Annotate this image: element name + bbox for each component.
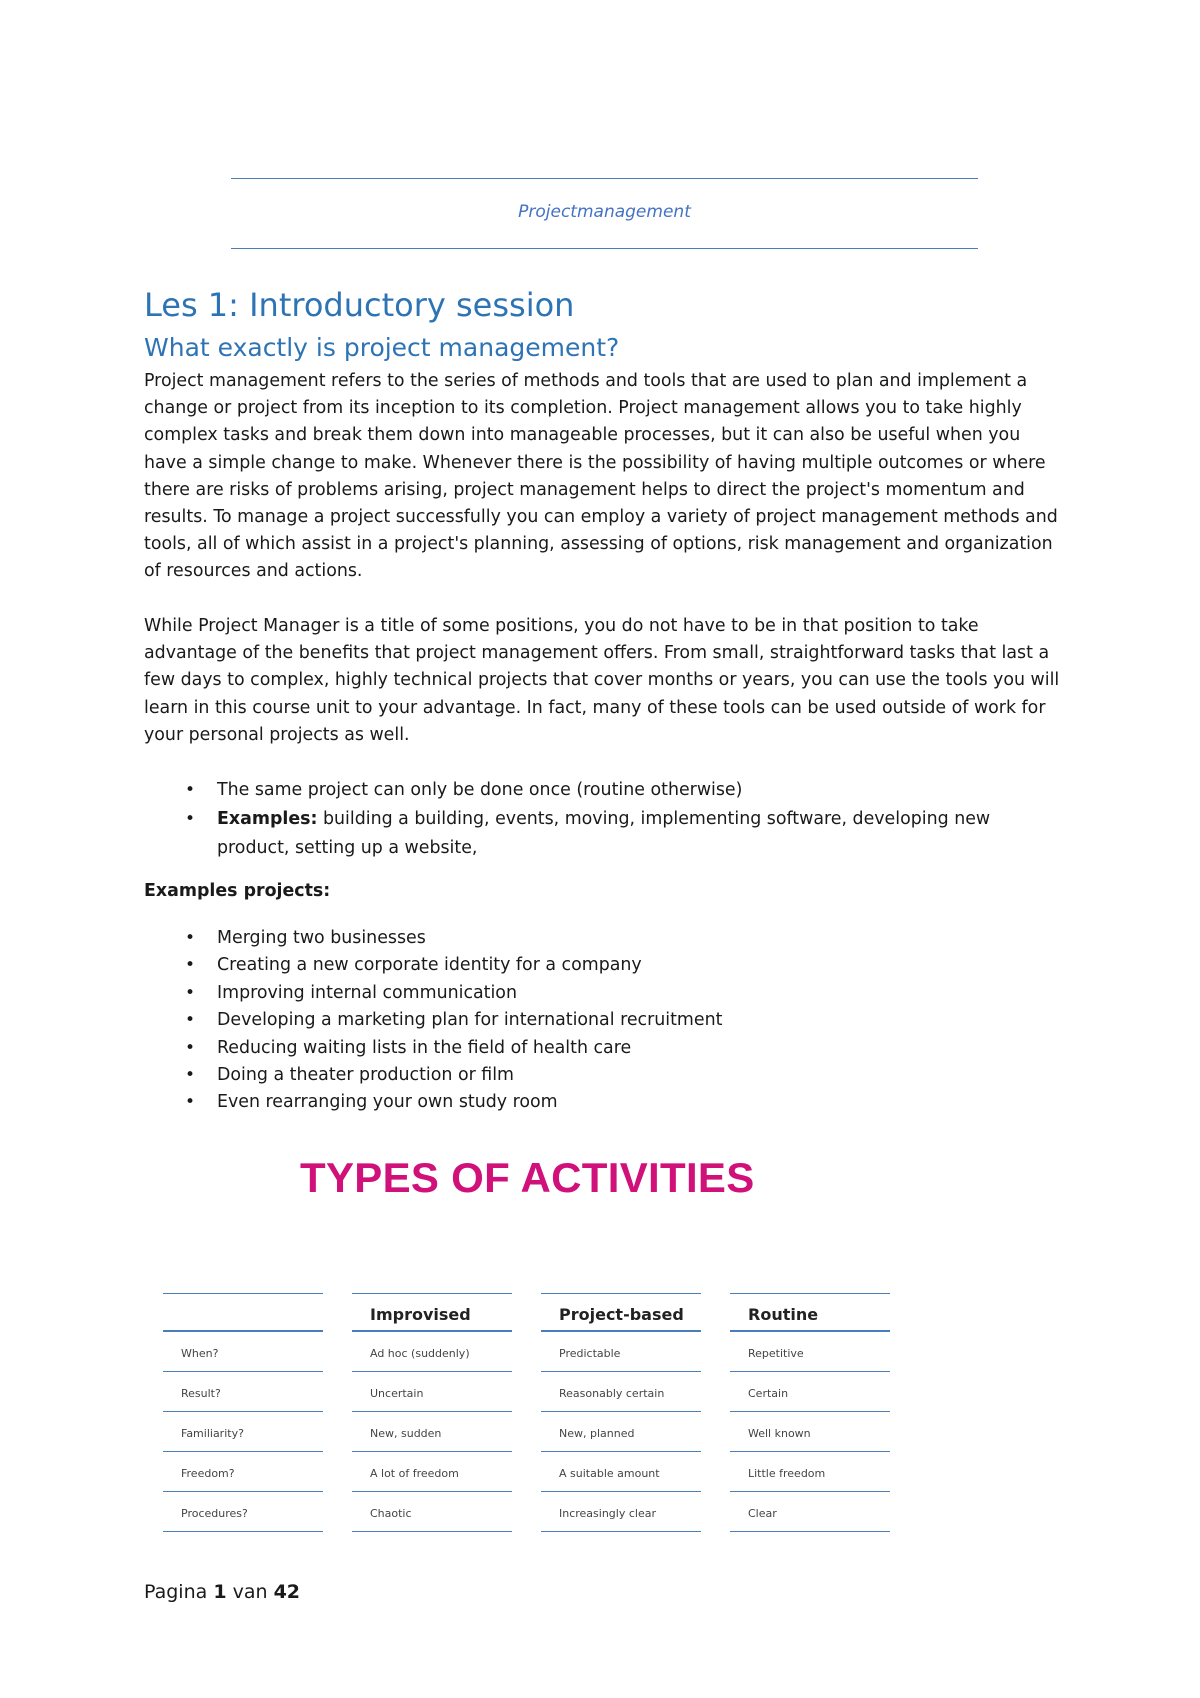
table-cell: Procedures? [181,1507,248,1520]
intro-paragraph: Project management refers to the series of methods and tools that are used to plan and implement a change or project from its inception to its completion. Project management allows you to take highly complex tasks and break them down into manageable processes, but it can also be useful when you have a simple change to make. Whenever there is the possibility of having multiple outcomes or where there are risks of problems arising, project management helps to direct the project's momentum and results. To manage a project successfully you can employ a variety of project management methods and tools, all of which assist in a project's planning, assessing of options, risk management and organization of resources and actions. [144,371,1058,582]
list-item [144,1007,1064,1034]
list-item-text: Merging two businesses [217,928,426,948]
table-rule [541,1531,701,1532]
column-header: Project-based [559,1305,684,1324]
column-header: Improvised [370,1305,471,1324]
list-item-text: Even rearranging your own study room [217,1092,558,1113]
list-item [144,1035,1064,1062]
table-rule [541,1451,701,1452]
heading-2: What exactly is project management? [144,333,620,362]
table-rule [352,1411,512,1412]
table-cell: Uncertain [370,1387,424,1400]
table-rule [730,1330,890,1332]
list-item-text: Reducing waiting lists in the field of health care [217,1037,632,1058]
table-rule [163,1330,323,1332]
table-rule [352,1293,512,1294]
bullet-icon: • [185,1037,196,1058]
table-cell: Predictable [559,1347,621,1360]
table-cell: Well known [748,1427,811,1440]
table-rule [352,1531,512,1532]
list-item [144,952,1064,979]
table-rule [352,1491,512,1492]
table-rule [352,1451,512,1452]
bullet-icon: • [185,1010,196,1031]
table-cell: When? [181,1347,219,1360]
table-rule [163,1531,323,1532]
current-page: 1 [213,1581,227,1603]
running-header: Projectmanagement [518,202,691,222]
list-item-bold: Examples: [217,809,318,829]
table-cell: New, planned [559,1427,635,1440]
list-item-text: Doing a theater production or film [217,1065,514,1086]
list-item [144,980,1064,1007]
list-item [144,1062,1064,1089]
bullet-icon: • [185,780,196,800]
table-rule [541,1411,701,1412]
table-rule [163,1371,323,1372]
table-cell: New, sudden [370,1427,442,1440]
list-item-text: The same project can only be done once (routine otherwise) [217,780,743,800]
table-rule [163,1491,323,1492]
table-rule [352,1371,512,1372]
table-rule [163,1293,323,1294]
page-number-footer [144,1581,300,1603]
table-rule [730,1371,890,1372]
project-characteristics-list [144,776,1064,863]
table-rule [730,1411,890,1412]
table-cell: Repetitive [748,1347,804,1360]
bullet-icon: • [185,928,196,948]
column-header: Routine [748,1305,819,1324]
bullet-icon: • [185,1065,196,1086]
table-rule [730,1531,890,1532]
header-top-rule [231,178,978,179]
activities-title: TYPES OF ACTIVITIES [300,1154,755,1201]
list-item [144,805,1064,863]
table-rule [541,1491,701,1492]
second-paragraph: While Project Manager is a title of some positions, you do not have to be in that position to take advantage of the benefits that project management offers. From small, straightforward tasks that last a few days to complex, highly technical projects that cover months or years, you can use the tools you will learn in this course unit to your advantage. In fact, many of these tools can be used outside of work for your personal projects as well. [144,616,1060,745]
table-rule [541,1293,701,1294]
list-item-text: Creating a new corporate identity for a company [217,955,642,976]
table-cell: Little freedom [748,1467,826,1480]
table-rule [163,1411,323,1412]
table-rule [352,1330,512,1332]
examples-list [144,925,1064,1117]
list-item-text: building a building, events, moving, implementing software, developing new product, setting up a website, [217,809,991,858]
bullet-icon: • [185,955,196,976]
heading-1: Les 1: Introductory session [144,286,575,324]
table-cell: Certain [748,1387,789,1400]
table-rule [541,1330,701,1332]
examples-heading: Examples projects: [144,881,331,901]
table-cell: Clear [748,1507,777,1520]
list-item [144,1089,1064,1116]
bullet-icon: • [185,1092,196,1113]
table-cell: A suitable amount [559,1467,660,1480]
table-cell: Ad hoc (suddenly) [370,1347,470,1360]
header-bottom-rule [231,248,978,249]
table-rule [730,1293,890,1294]
table-cell: Result? [181,1387,221,1400]
bullet-icon: • [185,982,196,1003]
table-cell: Increasingly clear [559,1507,656,1520]
list-item [144,925,1064,952]
table-cell: Reasonably certain [559,1387,665,1400]
footer-prefix: Pagina [144,1581,214,1603]
table-cell: Freedom? [181,1467,235,1480]
bullet-icon: • [185,809,196,829]
list-item-text: Developing a marketing plan for international recruitment [217,1010,723,1031]
total-pages: 42 [273,1581,301,1603]
table-rule [730,1451,890,1452]
table-rule [730,1491,890,1492]
table-cell: Chaotic [370,1507,412,1520]
table-rule [541,1371,701,1372]
list-item [144,776,1064,805]
table-rule [163,1451,323,1452]
list-item-text: Improving internal communication [217,982,517,1003]
table-cell: A lot of freedom [370,1467,459,1480]
footer-middle: van [226,1581,274,1603]
table-cell: Familiarity? [181,1427,244,1440]
